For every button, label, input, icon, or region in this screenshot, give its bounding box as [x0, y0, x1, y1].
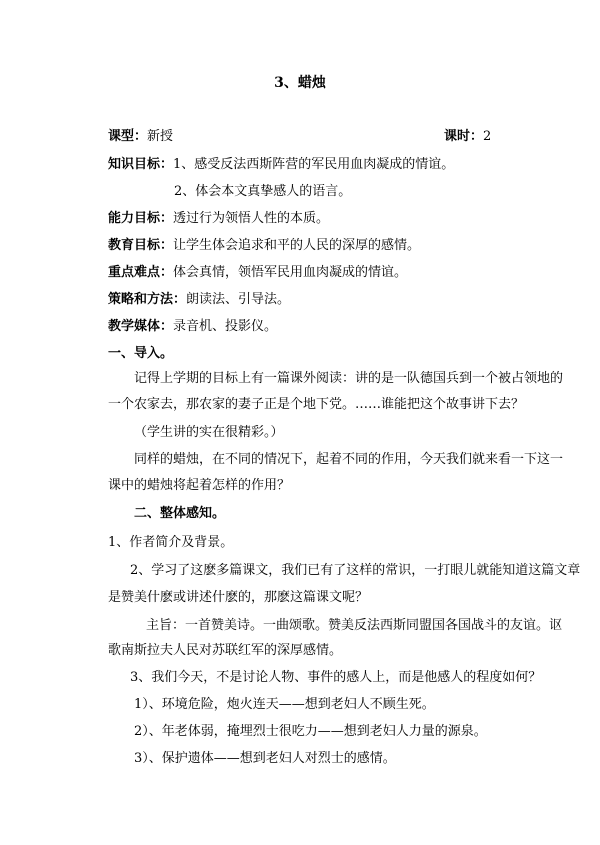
strategy-row: 策略和方法：朗读法、引导法。: [108, 292, 291, 307]
knowledge-goal-item: 2、体会本文真挚感人的语言。: [174, 184, 352, 199]
knowledge-goal-label: 知识目标: [108, 157, 161, 172]
lesson-type-row: 课型：新授: [108, 129, 174, 144]
lesson-type-value: 新授: [147, 129, 174, 144]
paragraph-line: 是赞美什麽或讲述什麽的，那麽这篇课文呢？: [108, 590, 369, 605]
hours-value: 2: [483, 129, 492, 144]
paragraph-line: 一个农家去，那农家的妻子正是个地下党。……谁能把这个故事讲下去？: [108, 397, 525, 412]
hours-row: 课时：2: [444, 129, 492, 144]
paragraph-line: 记得上学期的目标上有一篇课外阅读：讲的是一队德国兵到一个被占领地的: [134, 371, 564, 386]
media-label: 教学媒体: [108, 319, 161, 334]
ability-goal-row: 能力目标：透过行为领悟人性的本质。: [108, 211, 330, 226]
key-points-label: 重点难点: [108, 265, 161, 280]
ability-goal-label: 能力目标: [108, 211, 161, 226]
education-goal-row: 教育目标：让学生体会追求和平的人民的深厚的感情。: [108, 238, 421, 253]
hours-label: 课时: [444, 129, 471, 144]
paragraph-line: 2、学习了这麽多篇课文，我们已有了这样的常识，一打眼儿就能知道这篇文章: [130, 563, 581, 578]
education-goal-value: 让学生体会追求和平的人民的深厚的感情。: [173, 238, 421, 253]
list-item: 3、我们今天，不是讨论人物、事件的感人上，而是他感人的程度如何？: [130, 670, 542, 685]
sub-item: 1）、环境危险，炮火连天——想到老妇人不顾生死。: [134, 697, 435, 712]
education-goal-label: 教育目标: [108, 238, 161, 253]
theme-line: 主旨：一首赞美诗。一曲颂歌。赞美反法西斯同盟国各国战斗的友谊。讴: [146, 618, 563, 633]
knowledge-goal-row: 知识目标：1、感受反法西斯阵营的军民用血肉凝成的情谊。: [108, 157, 455, 172]
theme-line: 歌南斯拉夫人民对苏联红军的深厚感情。: [108, 643, 343, 658]
section2-heading: 二、整体感知。: [134, 506, 226, 521]
page-title: 3、蜡烛: [274, 75, 326, 91]
sub-item: 3）、保护遗体——想到老妇人对烈士的感情。: [134, 751, 396, 766]
media-value: 录音机、投影仪。: [173, 319, 278, 334]
sub-item: 2）、年老体弱，掩埋烈士很吃力——想到老妇人力量的源泉。: [134, 724, 487, 739]
media-row: 教学媒体：录音机、投影仪。: [108, 319, 278, 334]
key-points-row: 重点难点：体会真情，领悟军民用血肉凝成的情谊。: [108, 265, 408, 280]
strategy-value: 朗读法、引导法。: [186, 292, 291, 307]
ability-goal-value: 透过行为领悟人性的本质。: [173, 211, 330, 226]
strategy-label: 策略和方法: [108, 292, 174, 307]
knowledge-goal-item: 1、感受反法西斯阵营的军民用血肉凝成的情谊。: [173, 157, 455, 172]
lesson-type-label: 课型: [108, 129, 135, 144]
paragraph-line: 课中的蜡烛将起着怎样的作用？: [108, 478, 291, 493]
key-points-value: 体会真情，领悟军民用血肉凝成的情谊。: [173, 265, 408, 280]
section1-heading: 一、导入。: [108, 346, 174, 361]
paragraph-line: 同样的蜡烛，在不同的情况下，起着不同的作用，今天我们就来看一下这一: [134, 452, 564, 467]
list-item: 1、作者简介及背景。: [108, 535, 234, 550]
student-note: （学生讲的实在很精彩。）: [134, 425, 284, 440]
